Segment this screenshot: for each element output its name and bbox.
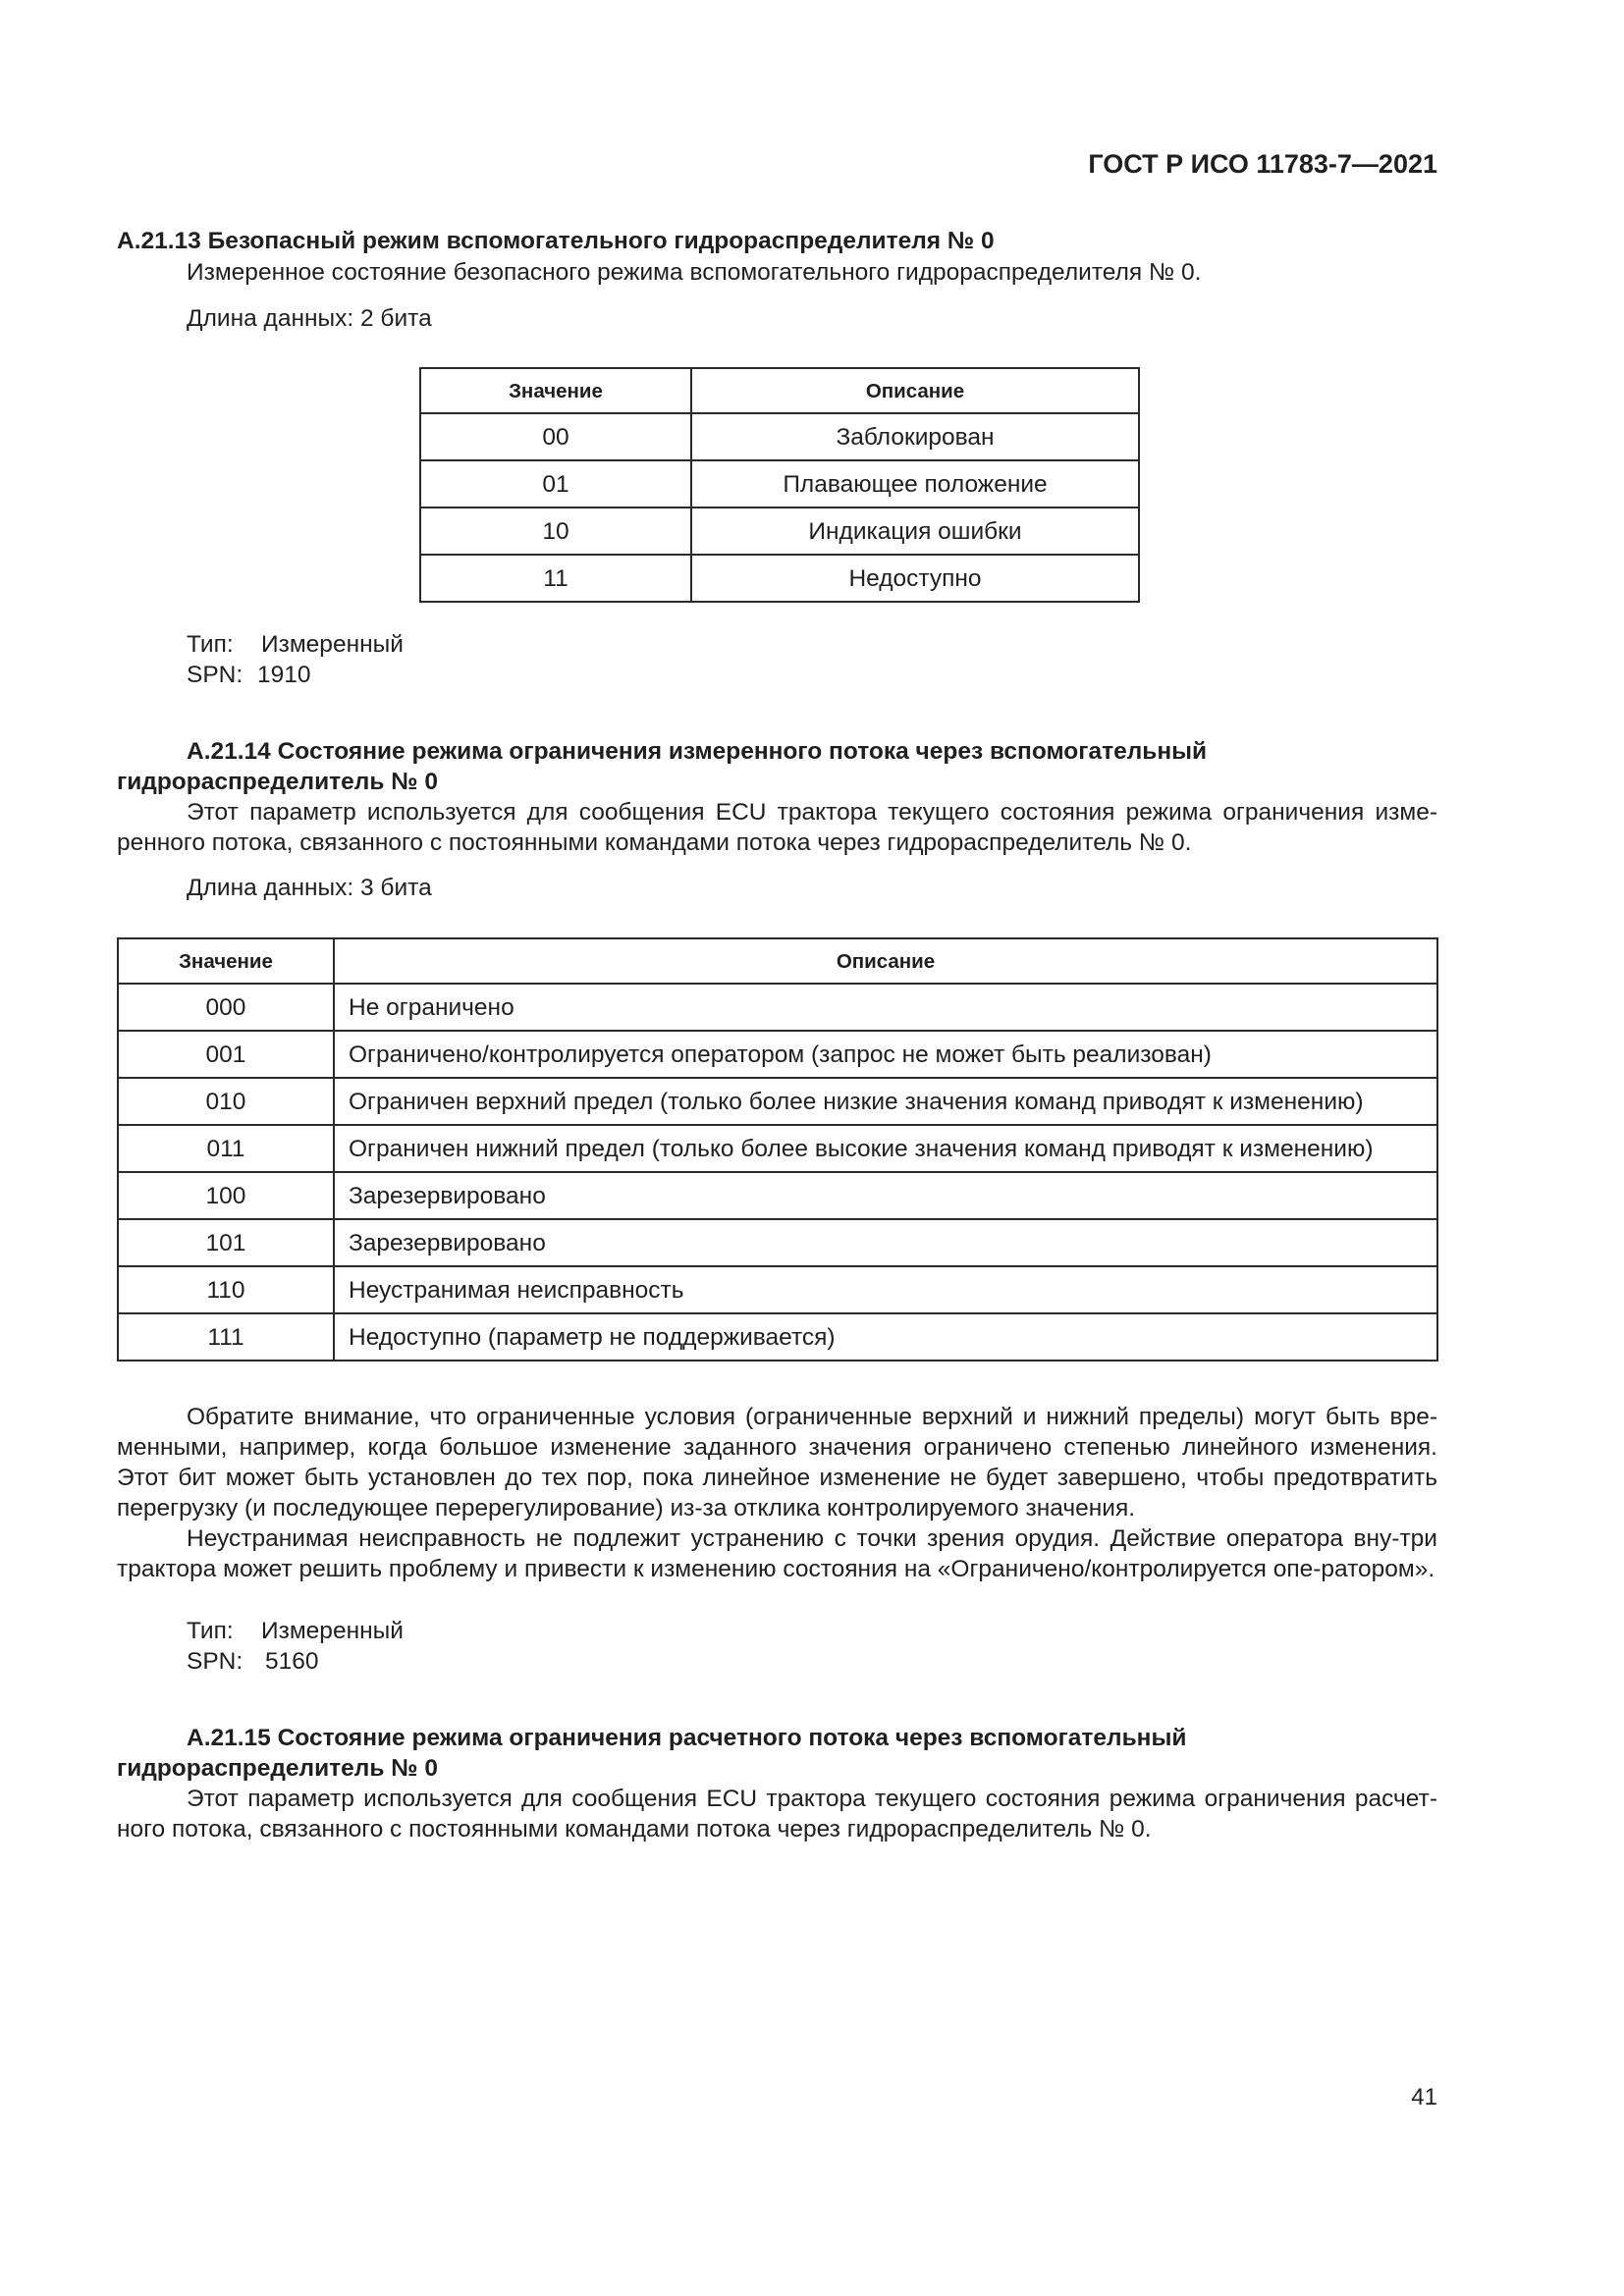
spn-value: 1910: [257, 662, 311, 688]
type-line: [187, 1616, 404, 1646]
cell-description: Не ограничено: [334, 984, 1437, 1031]
section-title-a21-13: А.21.13 Безопасный режим вспомогательного гидрораспределителя № 0: [117, 228, 995, 254]
table-row: [118, 984, 1437, 1031]
cell-value: 01: [420, 460, 691, 507]
table-row: [118, 1031, 1437, 1078]
cell-value: 010: [118, 1078, 334, 1125]
type-label: Тип:: [187, 631, 234, 658]
values-table-2bit: [419, 367, 1140, 603]
cell-description: Заблокирован: [691, 413, 1139, 460]
cell-value: 000: [118, 984, 334, 1031]
table-row: [420, 507, 1139, 555]
type-value: Измеренный: [261, 1618, 404, 1644]
section-title-line: А.21.14 Состояние режима ограничения измеренного потока через вспомогательный: [187, 738, 1208, 765]
table-row: [118, 1125, 1437, 1172]
header-value: Значение: [420, 368, 691, 413]
type-label: Тип:: [187, 1618, 234, 1644]
cell-description: Зарезервировано: [334, 1219, 1437, 1266]
table-row: [118, 1266, 1437, 1313]
cell-description: Ограничено/контролируется оператором (запрос не может быть реализован): [334, 1031, 1437, 1078]
section-title-a21-15: [117, 1723, 1437, 1784]
section-description: Измеренное состояние безопасного режима вспомогательного гидрораспределителя № 0.: [187, 259, 1202, 286]
section-title-line: гидрораспределитель № 0: [117, 1755, 438, 1782]
cell-value: 001: [118, 1031, 334, 1078]
type-value: Измеренный: [261, 631, 404, 658]
section-description: Этот параметр используется для сообщения ECU трактора текущего состояния режима ограничения расчет-ного потока, связанного с постоянными командами потока через гидрораспределитель № 0.: [117, 1786, 1437, 1842]
cell-description: Зарезервировано: [334, 1172, 1437, 1219]
spn-label: SPN:: [187, 1648, 244, 1675]
header-value: Значение: [118, 938, 334, 984]
cell-value: 101: [118, 1219, 334, 1266]
cell-value: 011: [118, 1125, 334, 1172]
section-title-a21-14: [117, 736, 1437, 797]
cell-value: 10: [420, 507, 691, 555]
note-paragraph: Неустранимая неисправность не подлежит устранению с точки зрения орудия. Действие оператора вну-три трактора может решить проблему и привести к изменению состояния на «Ограничено/контролируется опе-ратором».: [117, 1525, 1437, 1582]
section-description: Этот параметр используется для сообщения ECU трактора текущего состояния режима ограничения изме-ренного потока, связанного с постоянными командами потока через гидрораспределитель № 0.: [117, 799, 1437, 856]
cell-value: 00: [420, 413, 691, 460]
cell-value: 11: [420, 555, 691, 602]
cell-description: Ограничен нижний предел (только более высокие значения команд приводят к изменению): [334, 1125, 1437, 1172]
table-row: [118, 1172, 1437, 1219]
standard-id: ГОСТ Р ИСО 11783-7—2021: [1088, 149, 1437, 179]
cell-description: Недоступно: [691, 555, 1139, 602]
section-title-line: гидрораспределитель № 0: [117, 769, 438, 795]
cell-description: Ограничен верхний предел (только более низкие значения команд приводят к изменению): [334, 1078, 1437, 1125]
type-line: [187, 629, 404, 660]
note-paragraph: Обратите внимание, что ограниченные условия (ограниченные верхний и нижний пределы) могут быть вре-менными, например, когда большое изменение заданного значения ограничено степенью линейного изменения. Этот бит может быть установлен до тех пор, пока линейное изменение не будет завершено, чтобы предотвратить перегрузку (и последующее перерегулирование) из-за отклика контролируемого значения.: [117, 1404, 1437, 1522]
table-row: [118, 1313, 1437, 1361]
table-row: [420, 460, 1139, 507]
spn-line: [187, 660, 311, 690]
section-title-line: А.21.15 Состояние режима ограничения расчетного потока через вспомогательный: [187, 1725, 1187, 1751]
table-row: [420, 555, 1139, 602]
spn-label: SPN:: [187, 662, 244, 688]
cell-value: 110: [118, 1266, 334, 1313]
data-length: Длина данных: 2 бита: [187, 305, 432, 332]
header-description: Описание: [334, 938, 1437, 984]
table-row: [118, 1219, 1437, 1266]
table-header-row: [118, 938, 1437, 984]
data-length: Длина данных: 3 бита: [187, 875, 432, 901]
cell-value: 100: [118, 1172, 334, 1219]
cell-description: Плавающее положение: [691, 460, 1139, 507]
header-description: Описание: [691, 368, 1139, 413]
cell-description: Неустранимая неисправность: [334, 1266, 1437, 1313]
cell-description: Индикация ошибки: [691, 507, 1139, 555]
spn-line: [187, 1646, 319, 1677]
table-row: [420, 413, 1139, 460]
cell-description: Недоступно (параметр не поддерживается): [334, 1313, 1437, 1361]
values-table-3bit: [117, 937, 1438, 1362]
table-header-row: [420, 368, 1139, 413]
spn-value: 5160: [265, 1648, 319, 1675]
cell-value: 111: [118, 1313, 334, 1361]
table-row: [118, 1078, 1437, 1125]
page-number: 41: [1411, 2084, 1437, 2110]
